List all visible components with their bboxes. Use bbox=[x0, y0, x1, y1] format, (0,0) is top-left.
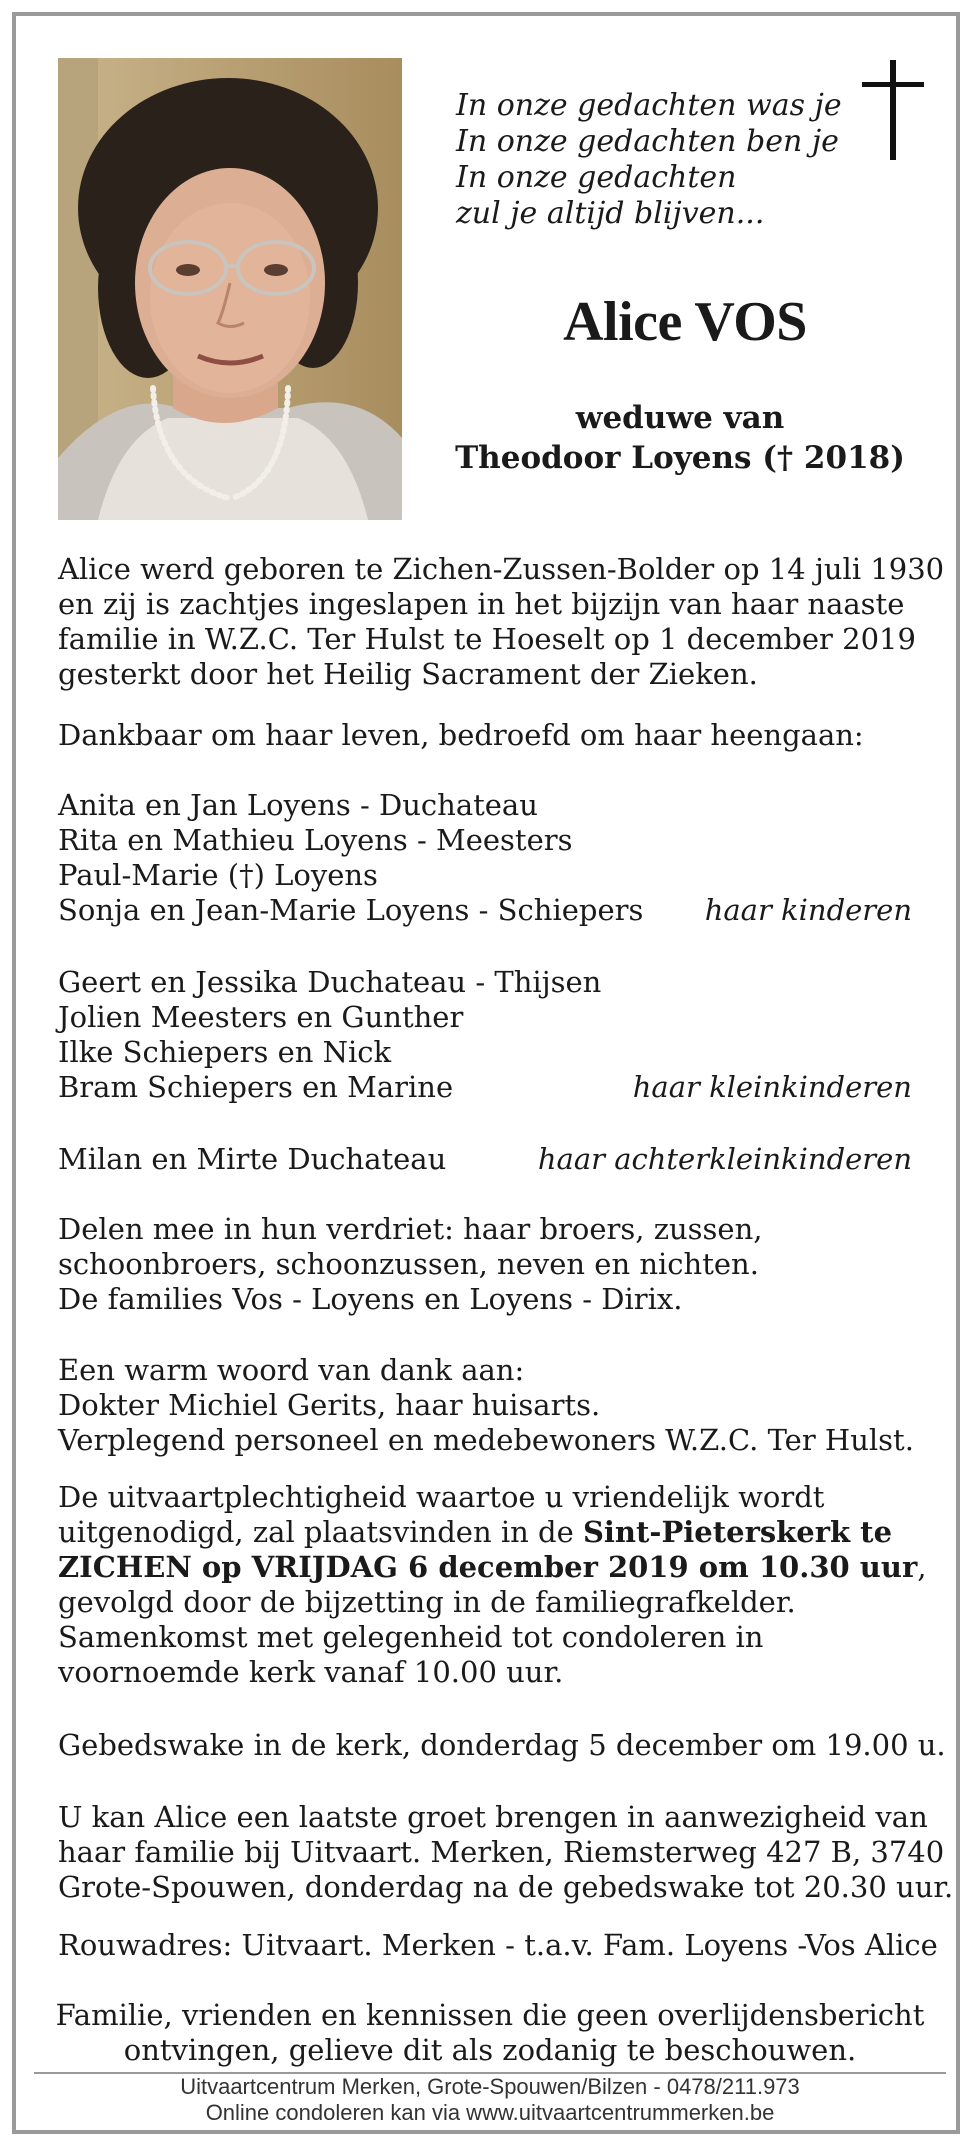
grateful-line bbox=[58, 718, 912, 753]
list-item: Rita en Mathieu Loyens - Meesters bbox=[58, 823, 573, 857]
text-line bbox=[58, 1515, 912, 1550]
farewell-paragraph bbox=[58, 1800, 954, 1905]
list-item: Bram Schiepers en Marine bbox=[58, 1070, 454, 1104]
grandchildren-list bbox=[58, 965, 912, 1105]
thanks-paragraph bbox=[58, 1353, 912, 1458]
deceased-name: Alice VOS bbox=[563, 291, 807, 353]
funeral-datetime: ZICHEN op VRIJDAG 6 december 2019 om 10.30 uur bbox=[58, 1550, 918, 1584]
list-item-with-role bbox=[58, 1142, 912, 1177]
text-line: gesterkt door het Heilig Sacrament der Zieken. bbox=[58, 657, 758, 691]
portrait-photo bbox=[58, 58, 402, 520]
text-line bbox=[58, 1550, 927, 1585]
text-line: voornoemde kerk vanaf 10.00 uur. bbox=[58, 1655, 564, 1689]
list-item: Jolien Meesters en Gunther bbox=[58, 1000, 464, 1034]
notice-paragraph bbox=[40, 1998, 940, 2068]
funeral-paragraph bbox=[58, 1480, 927, 1690]
text-line: Dokter Michiel Gerits, haar huisarts. bbox=[58, 1388, 601, 1422]
relation-label: haar kinderen bbox=[704, 893, 912, 927]
text-line: Familie, vrienden en kennissen die geen overlijdensbericht bbox=[55, 1998, 925, 2032]
text-line: Verplegend personeel en medebewoners W.Z.C. Ter Hulst. bbox=[58, 1423, 914, 1457]
children-list bbox=[58, 788, 912, 928]
latin-cross-icon bbox=[862, 60, 924, 160]
poem-line: In onze gedachten ben je bbox=[456, 124, 839, 159]
text-line: Grote-Spouwen, donderdag na de gebedswake tot 20.30 uur. bbox=[58, 1870, 954, 1904]
text-line: en zij is zachtjes ingeslapen in het bijzijn van haar naaste bbox=[58, 587, 905, 621]
text-line: gevolgd door de bijzetting in de familiegrafkelder. bbox=[58, 1585, 796, 1619]
text-line: familie in W.Z.C. Ter Hulst te Hoeselt op 1 december 2019 bbox=[58, 622, 916, 656]
text-span: uitgenodigd, zal plaatsvinden in de bbox=[58, 1515, 583, 1549]
text-line: De families Vos - Loyens en Loyens - Dirix. bbox=[58, 1282, 683, 1316]
footer-line: Uitvaartcentrum Merken, Grote-Spouwen/Bilzen - 0478/211.973 bbox=[180, 2074, 800, 2099]
text-line: Rouwadres: Uitvaart. Merken - t.a.v. Fam. Loyens -Vos Alice bbox=[58, 1928, 938, 1962]
widow-label: weduwe van bbox=[575, 400, 785, 436]
text-line: ontvingen, gelieve dit als zodanig te beschouwen. bbox=[123, 2033, 857, 2067]
list-item: Sonja en Jean-Marie Loyens - Schiepers bbox=[58, 893, 644, 927]
birth-paragraph bbox=[58, 552, 945, 692]
list-item: Ilke Schiepers en Nick bbox=[58, 1035, 392, 1069]
footer-line: Online condoleren kan via www.uitvaartcentrummerken.be bbox=[205, 2100, 775, 2125]
widow-of bbox=[440, 398, 920, 478]
text-line: U kan Alice een laatste groet brengen in aanwezigheid van bbox=[58, 1800, 928, 1834]
list-item-with-role bbox=[58, 893, 912, 928]
poem-line: In onze gedachten bbox=[456, 160, 737, 195]
text-line: Gebedswake in de kerk, donderdag 5 december om 19.00 u. bbox=[58, 1728, 946, 1762]
relation-label: haar achterkleinkinderen bbox=[537, 1142, 912, 1176]
text-line: Een warm woord van dank aan: bbox=[58, 1353, 525, 1387]
poem-line: In onze gedachten was je bbox=[456, 88, 842, 123]
church-name: Sint-Pieterskerk te bbox=[582, 1515, 893, 1549]
spouse-name: Theodoor Loyens († 2018) bbox=[455, 440, 905, 476]
text-line: De uitvaartplechtigheid waartoe u vriendelijk wordt bbox=[58, 1480, 825, 1514]
vigil-line bbox=[58, 1728, 946, 1763]
list-item: Anita en Jan Loyens - Duchateau bbox=[58, 788, 538, 822]
great-grandchildren-list bbox=[58, 1142, 912, 1177]
text-line: schoonbroers, schoonzussen, neven en nichten. bbox=[58, 1247, 759, 1281]
relation-label: haar kleinkinderen bbox=[632, 1070, 912, 1104]
list-item: Paul-Marie (†) Loyens bbox=[58, 858, 378, 892]
footer bbox=[0, 2074, 980, 2126]
list-item: Geert en Jessika Duchateau - Thijsen bbox=[58, 965, 602, 999]
list-item: Milan en Mirte Duchateau bbox=[58, 1142, 447, 1176]
text-line: Dankbaar om haar leven, bedroefd om haar heengaan: bbox=[58, 718, 864, 752]
text-line: Alice werd geboren te Zichen-Zussen-Bolder op 14 juli 1930 bbox=[58, 552, 945, 586]
poem-line: zul je altijd blijven... bbox=[456, 196, 765, 231]
poem bbox=[456, 88, 842, 232]
share-grief-paragraph bbox=[58, 1212, 912, 1317]
text-span: , bbox=[917, 1550, 927, 1584]
text-line: Samenkomst met gelegenheid tot condoleren in bbox=[58, 1620, 764, 1654]
list-item-with-role bbox=[58, 1070, 912, 1105]
address-line bbox=[58, 1928, 938, 1963]
text-line: Delen mee in hun verdriet: haar broers, zussen, bbox=[58, 1212, 763, 1246]
text-line: haar familie bij Uitvaart. Merken, Riemsterweg 427 B, 3740 bbox=[58, 1835, 945, 1869]
